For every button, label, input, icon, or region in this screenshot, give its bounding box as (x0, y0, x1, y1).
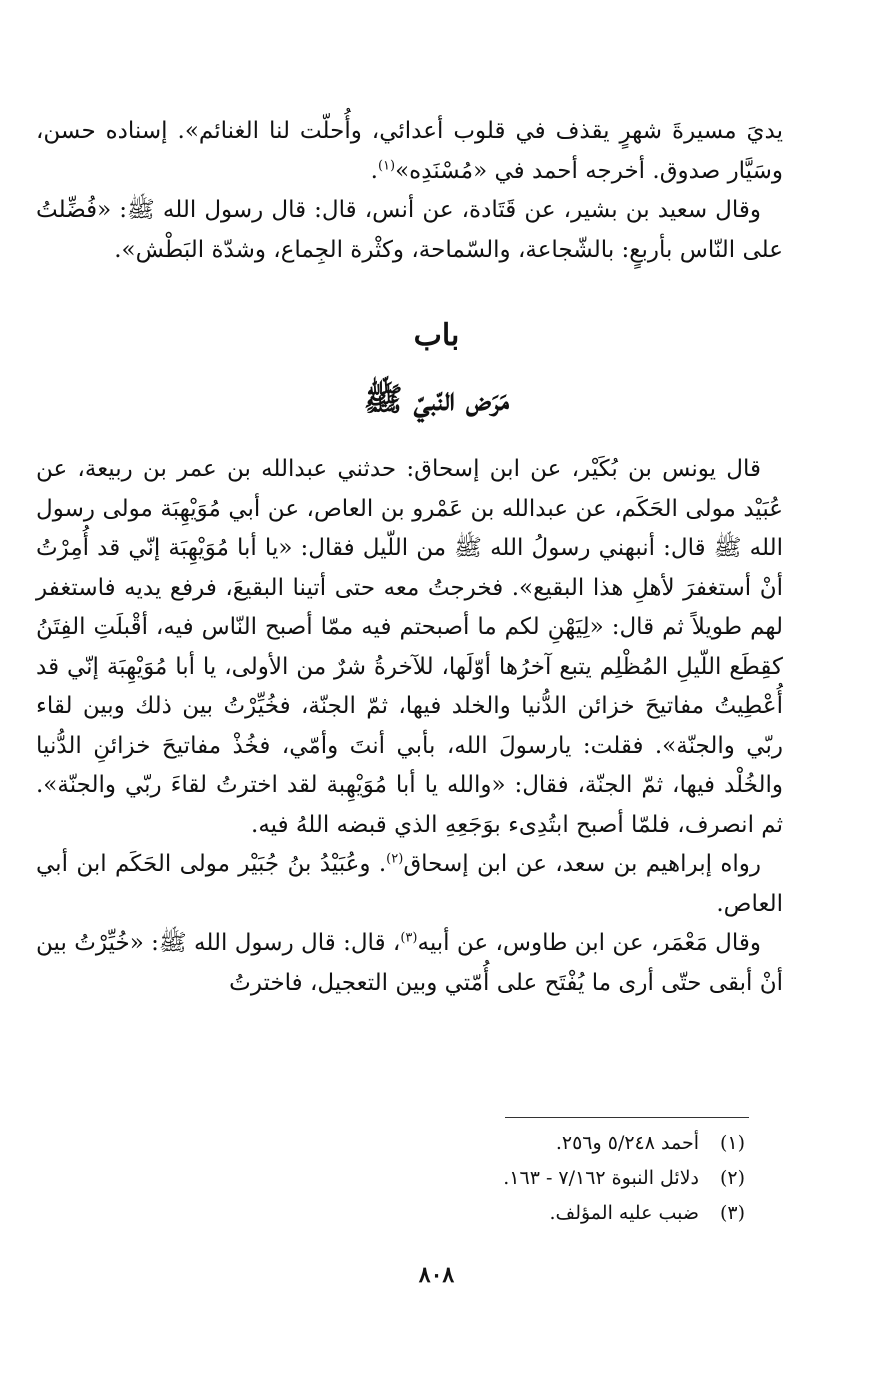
footnote-number: (٣) (719, 1202, 745, 1224)
main-paragraph-3 (36, 924, 783, 1003)
top-paragraph-1 (36, 112, 783, 191)
chapter-title: مَرَض النّبيّ ﷺ (363, 380, 510, 418)
chapter-label: باب (413, 318, 460, 353)
top-paragraph-1-text: يديَ مسيرةَ شهرٍ يقذف في قلوب أعدائي، وأُحلّت لنا الغنائم». إسناده حسن، وسَيَّار صدوق. أخرجه أحمد في «مُسْنَدِه» (36, 118, 783, 184)
footnote-text: ضبب عليه المؤلف. (549, 1202, 699, 1224)
footnote-item (100, 1161, 745, 1196)
footnote-text: دلائل النبوة ٧/١٦٢ - ١٦٣. (503, 1167, 699, 1189)
main-text-block (36, 450, 783, 1003)
main-paragraph-3-text-b: ، قال: قال رسول الله ﷺ: «خُيِّرْتُ بين أنْ أبقى حتّى أرى ما يُفْتَح على أُمّتي وبين التعجيل، فاخترتُ (36, 930, 783, 996)
footnote-item (100, 1126, 745, 1161)
top-paragraph-1-end: . (370, 157, 378, 184)
top-paragraph-2: وقال سعيد بن بشير، عن قَتَادة، عن أنس، قال: قال رسول الله ﷺ: «فُضِّلتُ على النّاس بأربعٍ: بالشّجاعة، والسّماحة، وكثْرة الجِماع، وشدّة البَطْش». (36, 197, 783, 263)
footnote-ref-2: (٢) (386, 851, 404, 867)
footnote-ref-1: (١) (377, 157, 396, 173)
footnote-item (100, 1196, 745, 1231)
page-number: ٨٠٨ (418, 1262, 455, 1288)
footnote-number: (١) (719, 1132, 745, 1154)
main-paragraph-2-text-b: . وعُبَيْدُ بنُ جُبَيْر مولى الحَكَم ابن أبي العاص. (36, 851, 783, 917)
footnote-divider (505, 1117, 749, 1118)
main-paragraph-3-text-a: وقال مَعْمَر، عن ابن طاوس، عن أبيه (417, 930, 761, 956)
main-paragraph-2-text-a: رواه إبراهيم بن سعد، عن ابن إسحاق (403, 851, 761, 877)
footnotes (100, 1126, 745, 1231)
footnote-text: أحمد ٥/٢٤٨ و٢٥٦. (555, 1132, 699, 1154)
top-text-block (36, 112, 783, 270)
main-paragraph-1: قال يونس بن بُكَيْر، عن ابن إسحاق: حدثني عبدالله بن عمر بن ربيعة، عن عُبَيْد مولى الحَكَم، عن عبدالله بن عَمْرو بن العاص، عن أبي مُوَيْهِبَة مولى رسول الله ﷺ قال: أنبهني رسولُ الله ﷺ من اللّيل فقال: «يا أبا مُوَيْهِبَة إنّي قد أُمِرْتُ أنْ أستغفرَ لأهلِ هذا البقيع». فخرجتُ معه حتى أتينا البقيعَ، فرفع يديه فاستغفر لهم طويلاً ثم قال: «لِيَهْنِ لكم ما أصبحتم فيه ممّا أصبح النّاس فيه، أقْبلَتِ الفِتَنُ كقِطَع اللّيلِ المُظْلِم يتبع آخرُها أوّلَها، للآخرةُ شرٌ من الأولى، يا أبا مُوَيْهِبَة إنّي قد أُعْطِيتُ مفاتيحَ خزائن الدُّنيا والخلد فيها، ثمّ الجنّة، فخُيِّرْتُ بين ذلك وبين لقاء ربّي والجنّة». فقلت: يارسولَ الله، بأبي أنتَ وأمّي، فخُذْ مفاتيحَ خزائنِ الدُّنيا والخُلْد فيها، ثمّ الجنّة، فقال: «والله يا أبا مُوَيْهِبة لقد اخترتُ لقاءَ ربّي والجنّة». ثم انصرف، فلمّا أصبح ابتُدِىء بوَجَعِهِ الذي قبضه اللهُ فيه. (36, 456, 783, 838)
main-paragraph-2 (36, 845, 783, 924)
footnote-ref-3: (٣) (400, 930, 418, 946)
footnote-number: (٢) (719, 1167, 745, 1189)
